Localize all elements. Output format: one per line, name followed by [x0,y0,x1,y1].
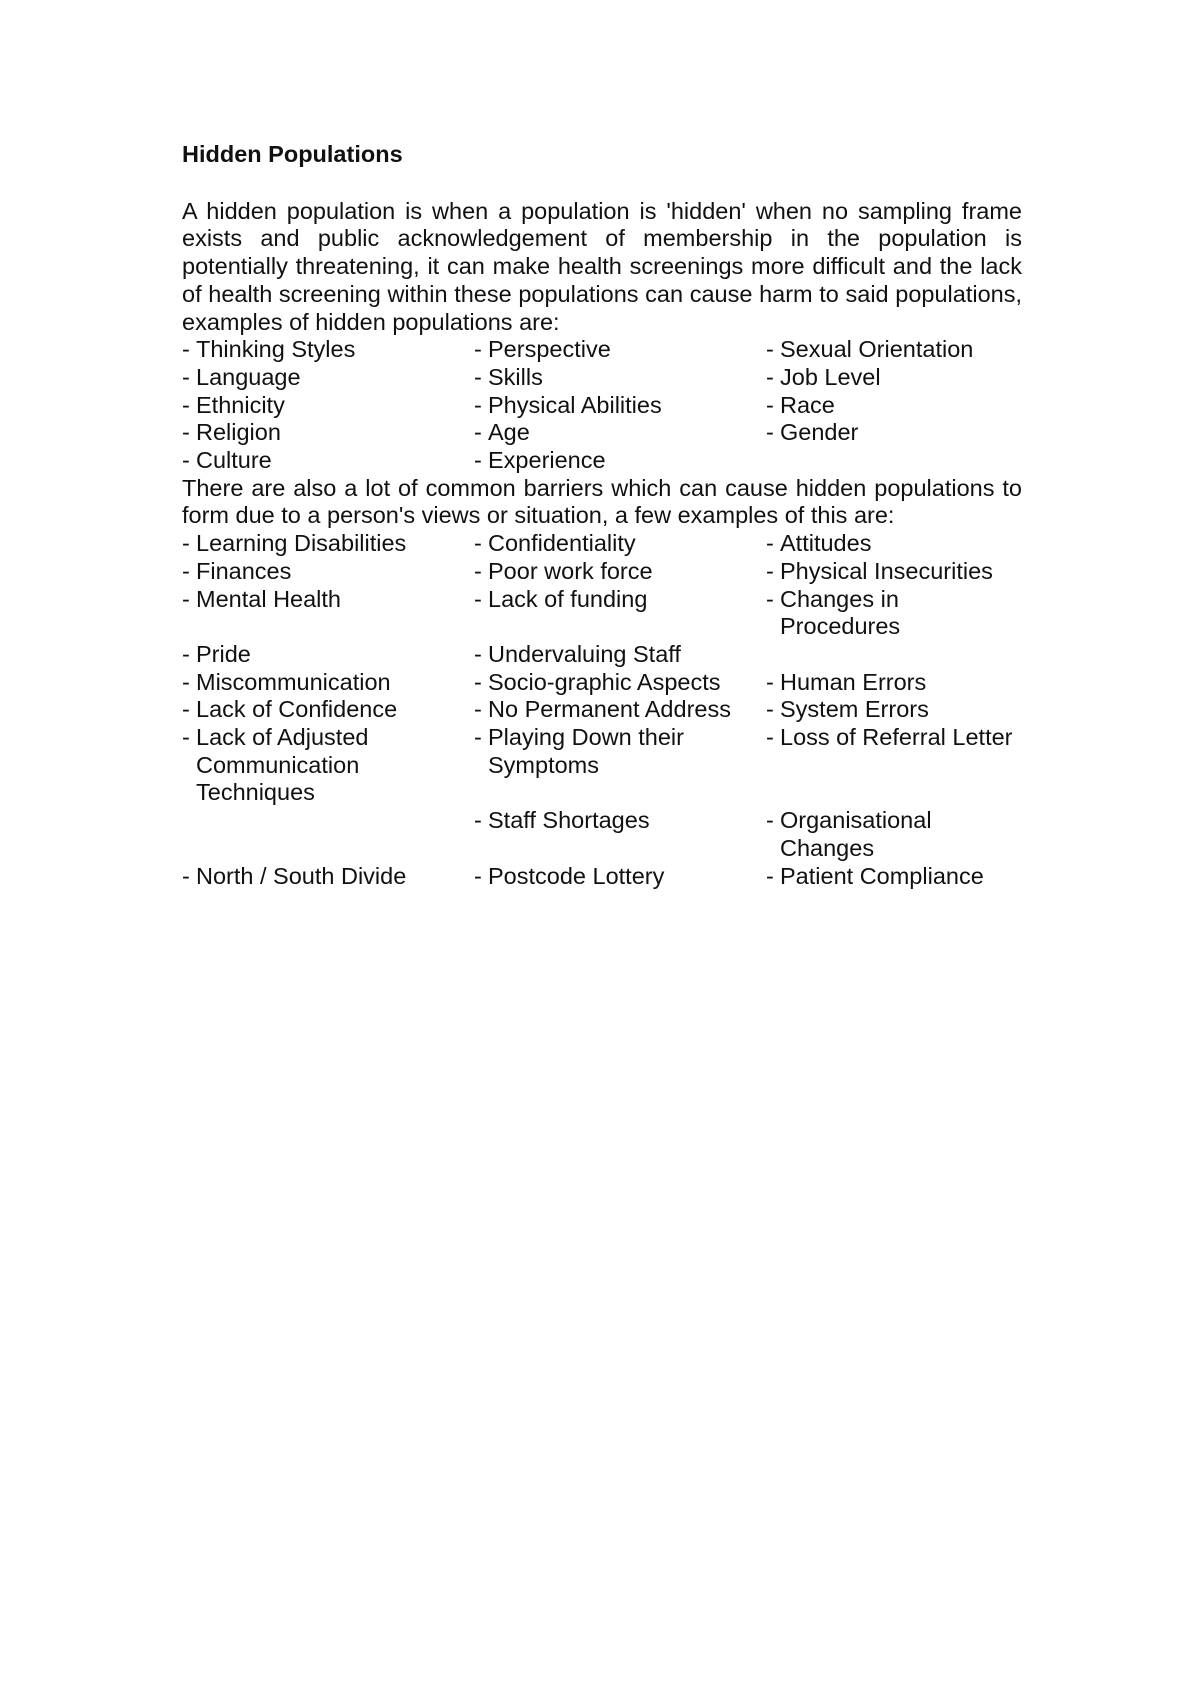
population-item-label: Language [196,363,301,390]
population-item [474,419,766,447]
population-item [182,392,474,420]
barrier-item [182,586,474,641]
population-item [182,419,474,447]
bullet-dash: - [182,557,190,584]
barrier-item-label: Poor work force [488,557,653,584]
barrier-item [182,863,474,891]
barrier-item [474,669,766,697]
bullet-dash: - [766,862,774,889]
barrier-item [474,586,766,641]
barrier-item-label: Playing Down their Symptoms [488,724,684,778]
barrier-item-label: Finances [196,557,292,584]
barrier-item [766,558,1022,586]
population-item-label: Sexual Orientation [780,336,974,363]
bullet-dash: - [766,724,774,751]
bullet-dash: - [474,419,482,446]
bullet-dash: - [766,419,774,446]
bullet-dash: - [474,585,482,612]
barrier-item [766,586,1022,641]
population-item-label: Gender [780,419,859,446]
barrier-item [474,807,766,862]
empty-cell [766,641,1022,669]
barriers-paragraph: There are also a lot of common barriers which can cause hidden populations to form due to a person's views or situation, a few examples of this are: [182,474,1022,529]
barrier-item-label: No Permanent Address [488,696,731,723]
population-item-label: Perspective [488,336,611,363]
population-item [474,336,766,364]
population-item-label: Religion [196,419,281,446]
barrier-item-label: Staff Shortages [488,807,650,834]
population-item-label: Job Level [780,363,881,390]
bullet-dash: - [474,530,482,557]
barrier-item [182,558,474,586]
bullet-dash: - [474,336,482,363]
empty-cell [182,807,474,862]
population-item-label: Race [780,391,835,418]
bullet-dash: - [766,668,774,695]
barrier-item [766,724,1022,807]
bullet-dash: - [474,640,482,667]
bullet-dash: - [766,557,774,584]
bullet-dash: - [766,807,774,834]
barrier-item [766,807,1022,862]
barrier-item-label: North / South Divide [196,862,407,889]
bullet-dash: - [766,585,774,612]
barrier-item-label: Human Errors [780,668,927,695]
bullet-dash: - [474,807,482,834]
bullet-dash: - [182,530,190,557]
barrier-item [182,530,474,558]
bullet-dash: - [182,336,190,363]
barrier-item [474,558,766,586]
population-item-label: Skills [488,363,543,390]
barrier-item [766,669,1022,697]
barrier-item-label: Undervaluing Staff [488,640,681,667]
population-item [766,336,1022,364]
barrier-item [182,669,474,697]
barrier-item-label: Changes in Procedures [780,585,901,640]
barrier-item-label: Physical Insecurities [780,557,993,584]
population-item [766,392,1022,420]
document-title: Hidden Populations [182,141,403,167]
bullet-dash: - [474,862,482,889]
barrier-item-label: Postcode Lottery [488,862,665,889]
bullet-dash: - [766,391,774,418]
barrier-item-label: Lack of Confidence [196,696,398,723]
population-item [182,447,474,475]
bullet-dash: - [474,391,482,418]
bullet-dash: - [182,419,190,446]
barrier-item-label: Loss of Referral Letter [780,724,1013,751]
bullet-dash: - [766,363,774,390]
barrier-item [766,696,1022,724]
population-item [474,364,766,392]
barrier-item [474,724,766,807]
intro-paragraph: A hidden population is when a population is 'hidden' when no sampling frame exists and public acknowledgement of membership in the population is potentially threatening, it can make health screenings more difficult and the lack of health screening within these populations can cause harm to said populations, examples of hidden populations are: [182,197,1022,335]
bullet-dash: - [474,557,482,584]
population-item-label: Physical Abilities [488,391,662,418]
bullet-dash: - [474,363,482,390]
bullet-dash: - [182,447,190,474]
bullet-dash: - [182,391,190,418]
bullet-dash: - [182,363,190,390]
barrier-item [182,724,474,807]
populations-list [182,336,1022,475]
bullet-dash: - [182,668,190,695]
barrier-item [182,696,474,724]
population-item-label: Culture [196,447,272,474]
population-item [474,447,766,475]
bullet-dash: - [766,336,774,363]
bullet-dash: - [766,696,774,723]
population-item [474,392,766,420]
bullet-dash: - [766,530,774,557]
bullet-dash: - [182,696,190,723]
bullet-dash: - [474,724,482,751]
population-item-label: Ethnicity [196,391,285,418]
barrier-item-label: Mental Health [196,585,341,612]
barrier-item-label: Confidentiality [488,530,636,557]
barrier-item [474,641,766,669]
bullet-dash: - [474,447,482,474]
barrier-item-label: Miscommunication [196,668,391,695]
barrier-item-label: Attitudes [780,530,872,557]
population-item-label: Age [488,419,530,446]
barrier-item [182,641,474,669]
bullet-dash: - [474,668,482,695]
population-item-label: Experience [488,447,606,474]
bullet-dash: - [474,696,482,723]
barrier-item-label: Learning Disabilities [196,530,407,557]
barrier-item [474,530,766,558]
bullet-dash: - [182,724,190,751]
barrier-item [474,863,766,891]
barrier-item-label: Organisational Changes [780,807,932,861]
barriers-list [182,530,1022,890]
population-item-label: Thinking Styles [196,336,356,363]
population-item [766,419,1022,447]
barrier-item-label: Lack of Adjusted Communication Techniques [196,724,369,806]
population-item [766,364,1022,392]
barrier-item-label: Pride [196,640,251,667]
barrier-item-label: Lack of funding [488,585,648,612]
empty-cell [766,447,1022,475]
document-page [182,141,1022,890]
barrier-item [766,530,1022,558]
bullet-dash: - [182,862,190,889]
population-item [182,336,474,364]
barrier-item [766,863,1022,891]
bullet-dash: - [182,640,190,667]
barrier-item-label: System Errors [780,696,929,723]
bullet-dash: - [182,585,190,612]
barrier-item-label: Socio-graphic Aspects [488,668,721,695]
population-item [182,364,474,392]
barrier-item [474,696,766,724]
barrier-item-label: Patient Compliance [780,862,984,889]
